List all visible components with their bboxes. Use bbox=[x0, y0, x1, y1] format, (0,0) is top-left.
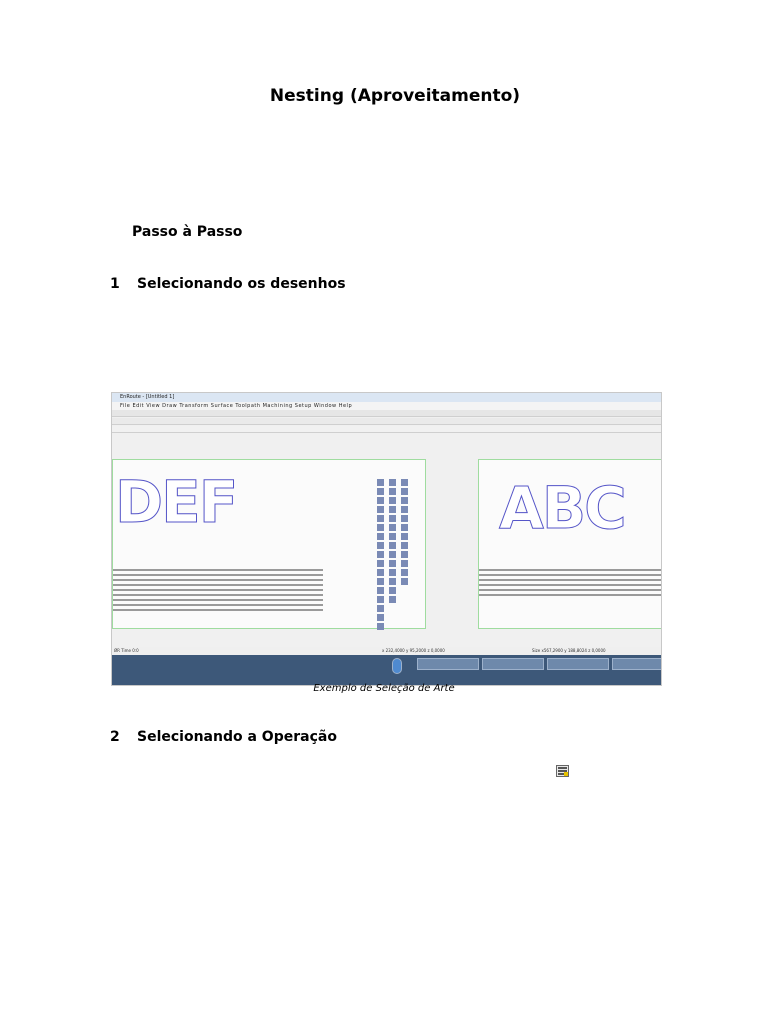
step-number: 1 bbox=[110, 276, 120, 292]
step-1-heading bbox=[110, 276, 346, 292]
status-coords: x 232,4000 y 95,2000 z 0,0000 bbox=[382, 648, 445, 653]
right-gray-lines bbox=[479, 566, 662, 599]
subheading: Passo à Passo bbox=[132, 224, 243, 240]
step-label: Selecionando a Operação bbox=[137, 729, 337, 745]
taskbar-button bbox=[482, 658, 544, 670]
step-2-heading bbox=[110, 729, 337, 745]
ruler bbox=[112, 426, 661, 433]
toolbar-1 bbox=[112, 410, 661, 417]
tool-column-2 bbox=[388, 477, 397, 605]
figure-screenshot bbox=[111, 392, 662, 686]
status-bar bbox=[112, 647, 661, 655]
step-number: 2 bbox=[110, 729, 120, 745]
taskbar-button bbox=[612, 658, 662, 670]
taskbar-button bbox=[547, 658, 609, 670]
left-gray-lines bbox=[113, 566, 323, 614]
status-size: Size x567,2900 y 188,8024 z 0,0000 bbox=[532, 648, 606, 653]
left-letters: DEF bbox=[115, 468, 237, 536]
tool-column-3 bbox=[400, 477, 409, 587]
step-label: Selecionando os desenhos bbox=[137, 276, 346, 292]
status-left: ØR Time 0:0 bbox=[114, 648, 139, 653]
right-view-pane bbox=[478, 459, 662, 629]
right-letters: ABC bbox=[499, 474, 625, 542]
document-title: Nesting (Aproveitamento) bbox=[269, 86, 521, 106]
menu-bar: File Edit View Draw Transform Surface Toolpath Machining Setup Window Help bbox=[112, 402, 661, 410]
window-titlebar: EnRoute - [Untitled 1] bbox=[112, 393, 661, 402]
nesting-operation-icon bbox=[556, 765, 569, 777]
figure-caption: Exemplo de Seleção de Arte bbox=[313, 683, 455, 694]
start-orb-icon bbox=[392, 658, 402, 674]
taskbar-button bbox=[417, 658, 479, 670]
windows-taskbar bbox=[112, 655, 661, 685]
toolbar-2 bbox=[112, 418, 661, 425]
tool-column-1 bbox=[376, 477, 385, 632]
